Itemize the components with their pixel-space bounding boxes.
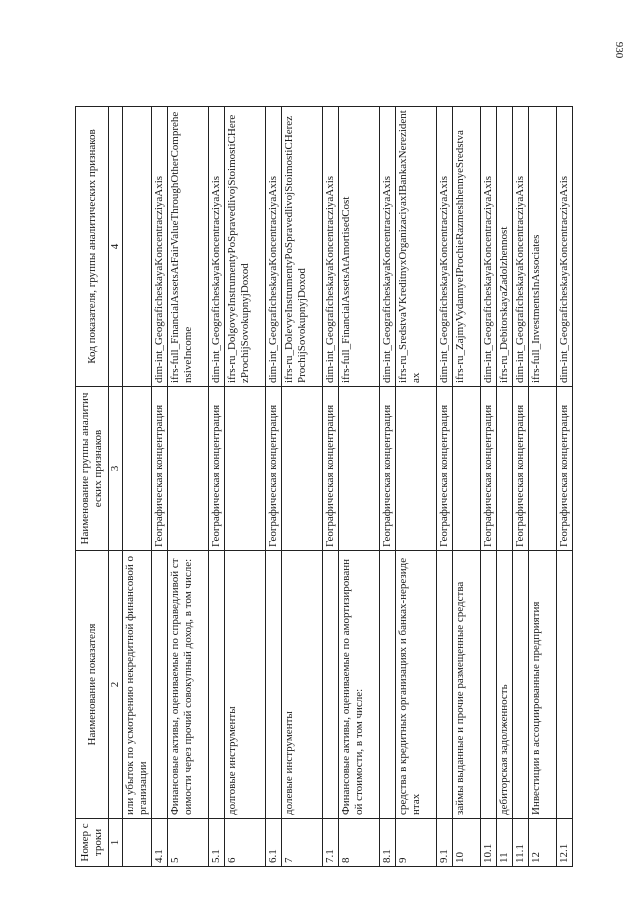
group-name <box>225 387 266 551</box>
table-row <box>339 107 380 867</box>
indicator-name: долговые инструменты <box>225 551 266 819</box>
indicator-code <box>123 107 152 387</box>
row-number: 5.1 <box>209 819 225 867</box>
indicator-code: dim-int_GeograficheskayaKoncentracziyaAxis <box>209 107 225 387</box>
indicator-code: ifrs-full_InvestmentsInAssociates <box>529 107 557 387</box>
indicator-name <box>437 551 453 819</box>
group-name: Географическая концентрация <box>437 387 453 551</box>
table-row <box>497 107 513 867</box>
table-row <box>266 107 282 867</box>
row-number: 11.1 <box>513 819 529 867</box>
group-name <box>529 387 557 551</box>
indicator-name: средства в кредитных организациях и банках-нерезидентах <box>396 551 437 819</box>
group-name: Географическая концентрация <box>152 387 168 551</box>
row-number: 12 <box>529 819 557 867</box>
indicator-code: dim-int_GeograficheskayaKoncentracziyaAxis <box>380 107 396 387</box>
row-number: 8.1 <box>380 819 396 867</box>
indicator-code: ifrs-ru_SredstvaVKreditnyxOrganizaciyaxIBankaxNerezidentax <box>396 107 437 387</box>
table-row <box>557 107 573 867</box>
indicator-name: Финансовые активы, оцениваемые по справедливой стоимости через прочий совокупный доход, в том числе: <box>168 551 209 819</box>
header-group-name: Наименование группы аналитических признаков <box>76 387 109 551</box>
header-code: Код показателя, группы аналитических признаков <box>76 107 109 387</box>
column-index: 1 <box>109 819 123 867</box>
row-number: 7.1 <box>323 819 339 867</box>
table-row <box>209 107 225 867</box>
row-number: 9.1 <box>437 819 453 867</box>
header-indicator-name: Наименование показателя <box>76 551 109 819</box>
indicator-table <box>75 106 573 867</box>
group-name <box>396 387 437 551</box>
indicator-name: дебиторская задолженность <box>497 551 513 819</box>
row-number: 9 <box>396 819 437 867</box>
table-row <box>282 107 323 867</box>
indicator-name <box>557 551 573 819</box>
indicator-name: Инвестиции в ассоциированные предприятия <box>529 551 557 819</box>
indicator-code: dim-int_GeograficheskayaKoncentracziyaAxis <box>437 107 453 387</box>
indicator-name: долевые инструменты <box>282 551 323 819</box>
group-name <box>282 387 323 551</box>
indicator-name: Финансовые активы, оцениваемые по амортизированной стоимости, в том числе: <box>339 551 380 819</box>
table-row <box>380 107 396 867</box>
group-name: Географическая концентрация <box>266 387 282 551</box>
row-number: 12.1 <box>557 819 573 867</box>
row-number: 10 <box>453 819 481 867</box>
group-name <box>453 387 481 551</box>
table-row <box>225 107 266 867</box>
indicator-code: ifrs-ru_DolevyeInstrumentyPoSpravedlivojStoimostiCHerezProchijSovokupnyjDoxod <box>282 107 323 387</box>
group-name: Географическая концентрация <box>481 387 497 551</box>
indicator-code: ifrs-ru_DolgovyeInstrumentyPoSpravedlivojStoimostiCHerezProchijSovokupnyjDoxod <box>225 107 266 387</box>
row-number: 10.1 <box>481 819 497 867</box>
table-row <box>323 107 339 867</box>
table-row <box>529 107 557 867</box>
row-number: 7 <box>282 819 323 867</box>
indicator-code: dim-int_GeograficheskayaKoncentracziyaAxis <box>152 107 168 387</box>
group-name <box>339 387 380 551</box>
row-number: 6.1 <box>266 819 282 867</box>
group-name: Географическая концентрация <box>513 387 529 551</box>
table-row <box>396 107 437 867</box>
column-index: 4 <box>109 107 123 387</box>
rotated-page <box>75 107 601 867</box>
indicator-name <box>266 551 282 819</box>
indicator-name <box>481 551 497 819</box>
row-number <box>123 819 152 867</box>
indicator-name <box>209 551 225 819</box>
row-number: 11 <box>497 819 513 867</box>
group-name <box>123 387 152 551</box>
indicator-code: dim-int_GeograficheskayaKoncentracziyaAxis <box>266 107 282 387</box>
indicator-code: ifrs-ru_ZajmyVydannyeIProchieRazmeshhennyeSredstva <box>453 107 481 387</box>
column-index-row <box>109 107 123 867</box>
table-row <box>453 107 481 867</box>
indicator-code: dim-int_GeograficheskayaKoncentracziyaAxis <box>557 107 573 387</box>
group-name <box>497 387 513 551</box>
indicator-name: займы выданные и прочие размещенные средства <box>453 551 481 819</box>
table-row <box>152 107 168 867</box>
indicator-code: ifrs-full_FinancialAssetsAtAmortisedCost <box>339 107 380 387</box>
indicator-name <box>323 551 339 819</box>
table-row <box>123 107 152 867</box>
table-row <box>481 107 497 867</box>
table-row <box>168 107 209 867</box>
indicator-name: или убыток по усмотрению некредитной финансовой организации <box>123 551 152 819</box>
indicator-code: ifrs-full_FinancialAssetsAtFairValueThroughOtherComprehensiveIncome <box>168 107 209 387</box>
indicator-name <box>380 551 396 819</box>
page-number: 930 <box>613 41 625 59</box>
group-name <box>168 387 209 551</box>
column-index: 2 <box>109 551 123 819</box>
indicator-code: dim-int_GeograficheskayaKoncentracziyaAxis <box>513 107 529 387</box>
indicator-name <box>152 551 168 819</box>
header-row <box>76 107 109 867</box>
row-number: 8 <box>339 819 380 867</box>
indicator-code: dim-int_GeograficheskayaKoncentracziyaAxis <box>323 107 339 387</box>
table-row <box>437 107 453 867</box>
row-number: 5 <box>168 819 209 867</box>
group-name: Географическая концентрация <box>380 387 396 551</box>
indicator-code: ifrs-ru_DebitorskayaZadolzhennost <box>497 107 513 387</box>
row-number: 4.1 <box>152 819 168 867</box>
indicator-code: dim-int_GeograficheskayaKoncentracziyaAxis <box>481 107 497 387</box>
group-name: Географическая концентрация <box>209 387 225 551</box>
table-row <box>513 107 529 867</box>
group-name: Географическая концентрация <box>323 387 339 551</box>
row-number: 6 <box>225 819 266 867</box>
group-name: Географическая концентрация <box>557 387 573 551</box>
indicator-name <box>513 551 529 819</box>
column-index: 3 <box>109 387 123 551</box>
header-row-number: Номер строки <box>76 819 109 867</box>
